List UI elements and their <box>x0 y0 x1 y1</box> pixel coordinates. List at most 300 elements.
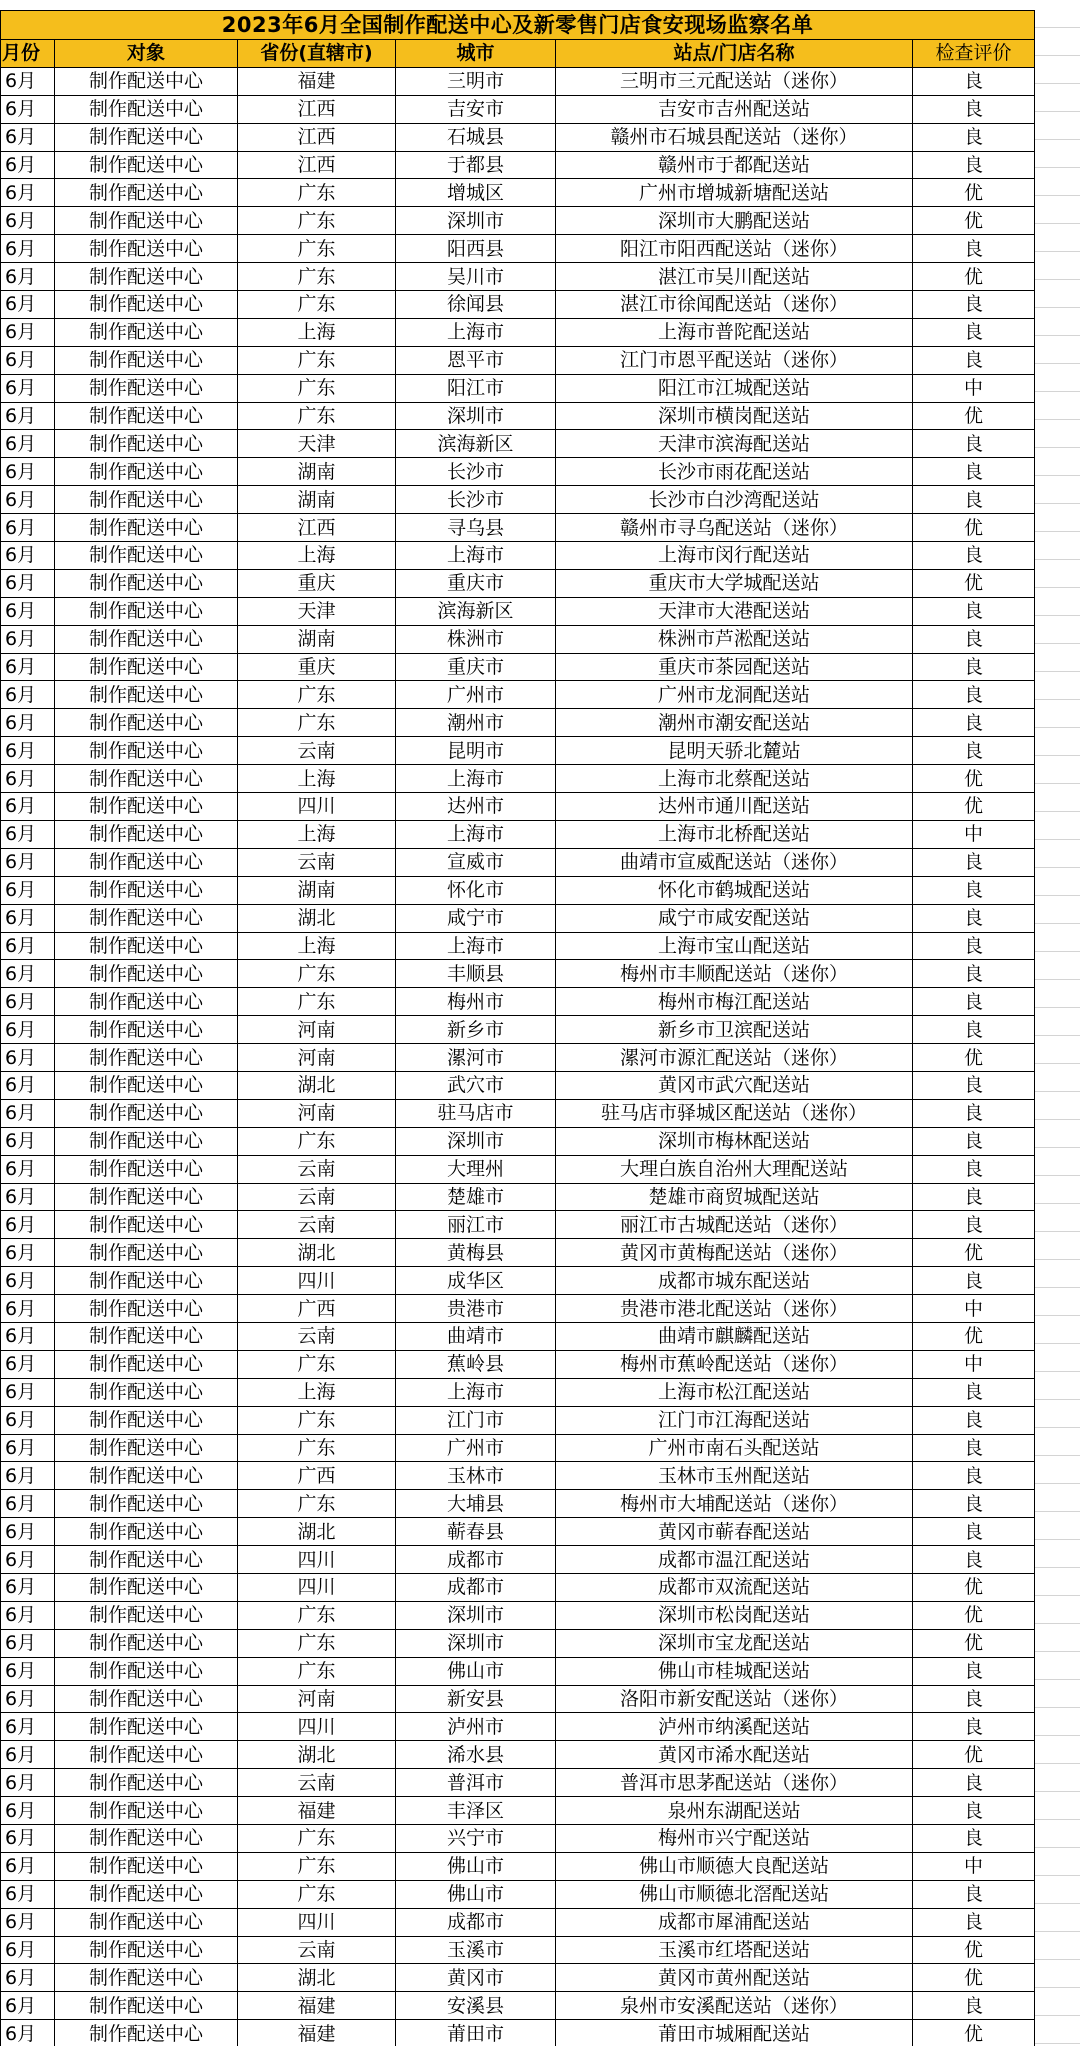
cell-province[interactable]: 上海 <box>238 318 396 346</box>
cell-rating[interactable]: 良 <box>913 1880 1035 1908</box>
cell-target[interactable]: 制作配送中心 <box>55 1713 238 1741</box>
cell-site[interactable]: 三明市三元配送站（迷你） <box>556 67 913 95</box>
cell-site[interactable]: 佛山市顺德北滘配送站 <box>556 1880 913 1908</box>
cell-target[interactable]: 制作配送中心 <box>55 430 238 458</box>
cell-province[interactable]: 福建 <box>238 1992 396 2020</box>
header-province[interactable]: 省份(直辖市) <box>238 40 396 68</box>
cell-province[interactable]: 广西 <box>238 1295 396 1323</box>
cell-rating[interactable]: 中 <box>913 1295 1035 1323</box>
cell-rating[interactable]: 良 <box>913 486 1035 514</box>
cell-province[interactable]: 广东 <box>238 1601 396 1629</box>
cell-city[interactable]: 蕉岭县 <box>396 1350 556 1378</box>
cell-rating[interactable]: 中 <box>913 374 1035 402</box>
cell-month[interactable]: 6月 <box>1 458 55 486</box>
cell-month[interactable]: 6月 <box>1 1295 55 1323</box>
cell-month[interactable]: 6月 <box>1 1518 55 1546</box>
cell-month[interactable]: 6月 <box>1 1908 55 1936</box>
cell-site[interactable]: 漯河市源汇配送站（迷你） <box>556 1044 913 1072</box>
cell-city[interactable]: 成都市 <box>396 1573 556 1601</box>
cell-site[interactable]: 深圳市横岗配送站 <box>556 402 913 430</box>
cell-month[interactable]: 6月 <box>1 1127 55 1155</box>
cell-month[interactable]: 6月 <box>1 1964 55 1992</box>
cell-month[interactable]: 6月 <box>1 1992 55 2020</box>
cell-province[interactable]: 广东 <box>238 1657 396 1685</box>
cell-site[interactable]: 黄冈市黄州配送站 <box>556 1964 913 1992</box>
cell-target[interactable]: 制作配送中心 <box>55 514 238 542</box>
cell-site[interactable]: 长沙市雨花配送站 <box>556 458 913 486</box>
cell-month[interactable]: 6月 <box>1 514 55 542</box>
cell-city[interactable]: 石城县 <box>396 123 556 151</box>
cell-rating[interactable]: 良 <box>913 1127 1035 1155</box>
cell-rating[interactable]: 良 <box>913 709 1035 737</box>
cell-target[interactable]: 制作配送中心 <box>55 374 238 402</box>
cell-city[interactable]: 潮州市 <box>396 709 556 737</box>
header-city[interactable]: 城市 <box>396 40 556 68</box>
cell-site[interactable]: 驻马店市驿城区配送站（迷你） <box>556 1099 913 1127</box>
cell-rating[interactable]: 良 <box>913 1071 1035 1099</box>
cell-city[interactable]: 浠水县 <box>396 1741 556 1769</box>
cell-rating[interactable]: 良 <box>913 1406 1035 1434</box>
cell-city[interactable]: 成都市 <box>396 1546 556 1574</box>
cell-site[interactable]: 赣州市石城县配送站（迷你） <box>556 123 913 151</box>
cell-month[interactable]: 6月 <box>1 681 55 709</box>
cell-rating[interactable]: 优 <box>913 1741 1035 1769</box>
cell-province[interactable]: 四川 <box>238 793 396 821</box>
cell-month[interactable]: 6月 <box>1 765 55 793</box>
cell-site[interactable]: 长沙市白沙湾配送站 <box>556 486 913 514</box>
cell-province[interactable]: 广东 <box>238 1490 396 1518</box>
cell-target[interactable]: 制作配送中心 <box>55 179 238 207</box>
cell-city[interactable]: 大理州 <box>396 1155 556 1183</box>
cell-city[interactable]: 徐闻县 <box>396 291 556 319</box>
cell-city[interactable]: 上海市 <box>396 820 556 848</box>
cell-city[interactable]: 安溪县 <box>396 1992 556 2020</box>
cell-rating[interactable]: 优 <box>913 569 1035 597</box>
cell-target[interactable]: 制作配送中心 <box>55 318 238 346</box>
cell-month[interactable]: 6月 <box>1 820 55 848</box>
cell-rating[interactable]: 良 <box>913 123 1035 151</box>
cell-province[interactable]: 河南 <box>238 1044 396 1072</box>
cell-site[interactable]: 成都市城东配送站 <box>556 1267 913 1295</box>
cell-month[interactable]: 6月 <box>1 1713 55 1741</box>
cell-target[interactable]: 制作配送中心 <box>55 709 238 737</box>
cell-month[interactable]: 6月 <box>1 207 55 235</box>
cell-site[interactable]: 梅州市梅江配送站 <box>556 988 913 1016</box>
cell-target[interactable]: 制作配送中心 <box>55 1964 238 1992</box>
cell-target[interactable]: 制作配送中心 <box>55 1629 238 1657</box>
cell-site[interactable]: 上海市普陀配送站 <box>556 318 913 346</box>
cell-site[interactable]: 重庆市茶园配送站 <box>556 653 913 681</box>
cell-month[interactable]: 6月 <box>1 263 55 291</box>
cell-target[interactable]: 制作配送中心 <box>55 681 238 709</box>
cell-province[interactable]: 广东 <box>238 1127 396 1155</box>
cell-province[interactable]: 云南 <box>238 1155 396 1183</box>
cell-month[interactable]: 6月 <box>1 625 55 653</box>
cell-site[interactable]: 新乡市卫滨配送站 <box>556 1016 913 1044</box>
cell-rating[interactable]: 良 <box>913 542 1035 570</box>
cell-target[interactable]: 制作配送中心 <box>55 1071 238 1099</box>
cell-site[interactable]: 黄冈市武穴配送站 <box>556 1071 913 1099</box>
header-target[interactable]: 对象 <box>55 40 238 68</box>
cell-site[interactable]: 黄冈市黄梅配送站（迷你） <box>556 1239 913 1267</box>
cell-month[interactable]: 6月 <box>1 793 55 821</box>
cell-target[interactable]: 制作配送中心 <box>55 1462 238 1490</box>
cell-month[interactable]: 6月 <box>1 123 55 151</box>
cell-province[interactable]: 云南 <box>238 1936 396 1964</box>
cell-month[interactable]: 6月 <box>1 1936 55 1964</box>
cell-site[interactable]: 玉溪市红塔配送站 <box>556 1936 913 1964</box>
cell-city[interactable]: 寻乌县 <box>396 514 556 542</box>
cell-rating[interactable]: 良 <box>913 1713 1035 1741</box>
cell-province[interactable]: 江西 <box>238 95 396 123</box>
cell-rating[interactable]: 良 <box>913 1099 1035 1127</box>
cell-city[interactable]: 上海市 <box>396 932 556 960</box>
cell-month[interactable]: 6月 <box>1 1016 55 1044</box>
cell-city[interactable]: 昆明市 <box>396 737 556 765</box>
cell-city[interactable]: 黄梅县 <box>396 1239 556 1267</box>
cell-province[interactable]: 湖北 <box>238 1964 396 1992</box>
cell-target[interactable]: 制作配送中心 <box>55 207 238 235</box>
cell-province[interactable]: 天津 <box>238 430 396 458</box>
cell-city[interactable]: 大埔县 <box>396 1490 556 1518</box>
cell-month[interactable]: 6月 <box>1 2020 55 2046</box>
cell-month[interactable]: 6月 <box>1 1657 55 1685</box>
cell-site[interactable]: 株洲市芦淞配送站 <box>556 625 913 653</box>
cell-province[interactable]: 广东 <box>238 1629 396 1657</box>
cell-province[interactable]: 广东 <box>238 235 396 263</box>
cell-site[interactable]: 莆田市城厢配送站 <box>556 2020 913 2046</box>
cell-month[interactable]: 6月 <box>1 988 55 1016</box>
cell-province[interactable]: 重庆 <box>238 653 396 681</box>
cell-site[interactable]: 上海市北蔡配送站 <box>556 765 913 793</box>
cell-target[interactable]: 制作配送中心 <box>55 1546 238 1574</box>
cell-target[interactable]: 制作配送中心 <box>55 1852 238 1880</box>
cell-rating[interactable]: 良 <box>913 1490 1035 1518</box>
cell-month[interactable]: 6月 <box>1 1071 55 1099</box>
header-site[interactable]: 站点/门店名称 <box>556 40 913 68</box>
cell-target[interactable]: 制作配送中心 <box>55 458 238 486</box>
cell-province[interactable]: 江西 <box>238 514 396 542</box>
cell-city[interactable]: 上海市 <box>396 1378 556 1406</box>
cell-site[interactable]: 阳江市江城配送站 <box>556 374 913 402</box>
cell-target[interactable]: 制作配送中心 <box>55 1685 238 1713</box>
cell-rating[interactable]: 良 <box>913 67 1035 95</box>
cell-province[interactable]: 广东 <box>238 402 396 430</box>
cell-target[interactable]: 制作配送中心 <box>55 1211 238 1239</box>
cell-province[interactable]: 广东 <box>238 374 396 402</box>
cell-rating[interactable]: 良 <box>913 1016 1035 1044</box>
cell-month[interactable]: 6月 <box>1 486 55 514</box>
cell-target[interactable]: 制作配送中心 <box>55 486 238 514</box>
cell-month[interactable]: 6月 <box>1 67 55 95</box>
cell-target[interactable]: 制作配送中心 <box>55 904 238 932</box>
cell-province[interactable]: 四川 <box>238 1267 396 1295</box>
cell-rating[interactable]: 良 <box>913 597 1035 625</box>
cell-rating[interactable]: 良 <box>913 346 1035 374</box>
cell-city[interactable]: 深圳市 <box>396 1601 556 1629</box>
cell-rating[interactable]: 良 <box>913 1155 1035 1183</box>
cell-province[interactable]: 福建 <box>238 2020 396 2046</box>
cell-target[interactable]: 制作配送中心 <box>55 1016 238 1044</box>
cell-province[interactable]: 云南 <box>238 1183 396 1211</box>
cell-site[interactable]: 梅州市丰顺配送站（迷你） <box>556 960 913 988</box>
cell-city[interactable]: 玉溪市 <box>396 1936 556 1964</box>
cell-site[interactable]: 泉州市安溪配送站（迷你） <box>556 1992 913 2020</box>
cell-rating[interactable]: 中 <box>913 820 1035 848</box>
cell-target[interactable]: 制作配送中心 <box>55 793 238 821</box>
cell-province[interactable]: 江西 <box>238 151 396 179</box>
cell-target[interactable]: 制作配送中心 <box>55 1657 238 1685</box>
cell-target[interactable]: 制作配送中心 <box>55 1295 238 1323</box>
cell-rating[interactable]: 良 <box>913 430 1035 458</box>
cell-province[interactable]: 上海 <box>238 820 396 848</box>
cell-province[interactable]: 上海 <box>238 542 396 570</box>
cell-city[interactable]: 恩平市 <box>396 346 556 374</box>
cell-city[interactable]: 武穴市 <box>396 1071 556 1099</box>
cell-city[interactable]: 新乡市 <box>396 1016 556 1044</box>
cell-city[interactable]: 佛山市 <box>396 1657 556 1685</box>
cell-target[interactable]: 制作配送中心 <box>55 1908 238 1936</box>
cell-rating[interactable]: 良 <box>913 1378 1035 1406</box>
cell-province[interactable]: 上海 <box>238 765 396 793</box>
cell-rating[interactable]: 优 <box>913 1964 1035 1992</box>
cell-province[interactable]: 福建 <box>238 1797 396 1825</box>
cell-site[interactable]: 湛江市徐闻配送站（迷你） <box>556 291 913 319</box>
cell-city[interactable]: 楚雄市 <box>396 1183 556 1211</box>
cell-site[interactable]: 广州市龙洞配送站 <box>556 681 913 709</box>
cell-month[interactable]: 6月 <box>1 374 55 402</box>
cell-rating[interactable]: 良 <box>913 625 1035 653</box>
cell-month[interactable]: 6月 <box>1 1462 55 1490</box>
cell-province[interactable]: 广东 <box>238 263 396 291</box>
cell-month[interactable]: 6月 <box>1 291 55 319</box>
cell-target[interactable]: 制作配送中心 <box>55 1825 238 1853</box>
cell-rating[interactable]: 良 <box>913 1546 1035 1574</box>
cell-month[interactable]: 6月 <box>1 1769 55 1797</box>
cell-rating[interactable]: 良 <box>913 653 1035 681</box>
cell-province[interactable]: 广东 <box>238 291 396 319</box>
cell-site[interactable]: 上海市松江配送站 <box>556 1378 913 1406</box>
cell-rating[interactable]: 良 <box>913 904 1035 932</box>
cell-target[interactable]: 制作配送中心 <box>55 765 238 793</box>
cell-city[interactable]: 株洲市 <box>396 625 556 653</box>
cell-city[interactable]: 吴川市 <box>396 263 556 291</box>
cell-city[interactable]: 广州市 <box>396 1434 556 1462</box>
cell-province[interactable]: 云南 <box>238 1769 396 1797</box>
cell-month[interactable]: 6月 <box>1 1322 55 1350</box>
cell-target[interactable]: 制作配送中心 <box>55 848 238 876</box>
cell-city[interactable]: 达州市 <box>396 793 556 821</box>
cell-city[interactable]: 新安县 <box>396 1685 556 1713</box>
cell-province[interactable]: 广东 <box>238 1406 396 1434</box>
cell-rating[interactable]: 中 <box>913 1852 1035 1880</box>
header-rating[interactable]: 检查评价 <box>913 40 1035 68</box>
cell-month[interactable]: 6月 <box>1 709 55 737</box>
cell-city[interactable]: 深圳市 <box>396 1629 556 1657</box>
cell-site[interactable]: 丽江市古城配送站（迷你） <box>556 1211 913 1239</box>
cell-site[interactable]: 深圳市松岗配送站 <box>556 1601 913 1629</box>
cell-city[interactable]: 黄冈市 <box>396 1964 556 1992</box>
cell-province[interactable]: 湖南 <box>238 876 396 904</box>
cell-rating[interactable]: 良 <box>913 848 1035 876</box>
cell-rating[interactable]: 良 <box>913 1211 1035 1239</box>
cell-rating[interactable]: 优 <box>913 263 1035 291</box>
cell-province[interactable]: 云南 <box>238 1322 396 1350</box>
cell-month[interactable]: 6月 <box>1 1267 55 1295</box>
cell-site[interactable]: 泉州东湖配送站 <box>556 1797 913 1825</box>
cell-city[interactable]: 普洱市 <box>396 1769 556 1797</box>
cell-rating[interactable]: 良 <box>913 1657 1035 1685</box>
cell-target[interactable]: 制作配送中心 <box>55 2020 238 2046</box>
cell-target[interactable]: 制作配送中心 <box>55 1267 238 1295</box>
cell-city[interactable]: 咸宁市 <box>396 904 556 932</box>
cell-target[interactable]: 制作配送中心 <box>55 1573 238 1601</box>
cell-rating[interactable]: 良 <box>913 1518 1035 1546</box>
cell-city[interactable]: 蕲春县 <box>396 1518 556 1546</box>
cell-rating[interactable]: 良 <box>913 1462 1035 1490</box>
cell-site[interactable]: 成都市犀浦配送站 <box>556 1908 913 1936</box>
cell-month[interactable]: 6月 <box>1 960 55 988</box>
cell-site[interactable]: 天津市大港配送站 <box>556 597 913 625</box>
cell-target[interactable]: 制作配送中心 <box>55 960 238 988</box>
cell-province[interactable]: 河南 <box>238 1685 396 1713</box>
cell-city[interactable]: 驻马店市 <box>396 1099 556 1127</box>
cell-city[interactable]: 滨海新区 <box>396 430 556 458</box>
cell-rating[interactable]: 优 <box>913 1322 1035 1350</box>
cell-city[interactable]: 深圳市 <box>396 1127 556 1155</box>
cell-target[interactable]: 制作配送中心 <box>55 1601 238 1629</box>
cell-target[interactable]: 制作配送中心 <box>55 820 238 848</box>
cell-rating[interactable]: 良 <box>913 235 1035 263</box>
cell-province[interactable]: 广东 <box>238 346 396 374</box>
cell-city[interactable]: 泸州市 <box>396 1713 556 1741</box>
cell-site[interactable]: 吉安市吉州配送站 <box>556 95 913 123</box>
cell-site[interactable]: 达州市通川配送站 <box>556 793 913 821</box>
cell-target[interactable]: 制作配送中心 <box>55 1127 238 1155</box>
cell-site[interactable]: 赣州市于都配送站 <box>556 151 913 179</box>
cell-province[interactable]: 湖北 <box>238 904 396 932</box>
cell-month[interactable]: 6月 <box>1 1797 55 1825</box>
cell-site[interactable]: 广州市增城新塘配送站 <box>556 179 913 207</box>
cell-province[interactable]: 四川 <box>238 1713 396 1741</box>
cell-site[interactable]: 楚雄市商贸城配送站 <box>556 1183 913 1211</box>
cell-site[interactable]: 曲靖市麒麟配送站 <box>556 1322 913 1350</box>
cell-city[interactable]: 佛山市 <box>396 1880 556 1908</box>
cell-rating[interactable]: 良 <box>913 1908 1035 1936</box>
cell-province[interactable]: 湖北 <box>238 1239 396 1267</box>
cell-province[interactable]: 广东 <box>238 1434 396 1462</box>
cell-city[interactable]: 阳江市 <box>396 374 556 402</box>
cell-province[interactable]: 广东 <box>238 960 396 988</box>
cell-city[interactable]: 成都市 <box>396 1908 556 1936</box>
cell-province[interactable]: 广东 <box>238 681 396 709</box>
cell-province[interactable]: 四川 <box>238 1573 396 1601</box>
cell-city[interactable]: 深圳市 <box>396 402 556 430</box>
cell-province[interactable]: 湖北 <box>238 1741 396 1769</box>
cell-city[interactable]: 增城区 <box>396 179 556 207</box>
cell-city[interactable]: 怀化市 <box>396 876 556 904</box>
cell-city[interactable]: 玉林市 <box>396 1462 556 1490</box>
cell-site[interactable]: 梅州市大埔配送站（迷你） <box>556 1490 913 1518</box>
cell-rating[interactable]: 良 <box>913 876 1035 904</box>
cell-month[interactable]: 6月 <box>1 1601 55 1629</box>
cell-rating[interactable]: 良 <box>913 1183 1035 1211</box>
cell-city[interactable]: 梅州市 <box>396 988 556 1016</box>
cell-target[interactable]: 制作配送中心 <box>55 1239 238 1267</box>
cell-rating[interactable]: 良 <box>913 1769 1035 1797</box>
cell-month[interactable]: 6月 <box>1 597 55 625</box>
cell-month[interactable]: 6月 <box>1 848 55 876</box>
cell-site[interactable]: 咸宁市咸安配送站 <box>556 904 913 932</box>
cell-city[interactable]: 漯河市 <box>396 1044 556 1072</box>
cell-rating[interactable]: 良 <box>913 681 1035 709</box>
cell-target[interactable]: 制作配送中心 <box>55 1769 238 1797</box>
cell-rating[interactable]: 良 <box>913 932 1035 960</box>
cell-province[interactable]: 广东 <box>238 1350 396 1378</box>
cell-province[interactable]: 四川 <box>238 1546 396 1574</box>
cell-site[interactable]: 佛山市桂城配送站 <box>556 1657 913 1685</box>
cell-city[interactable]: 丽江市 <box>396 1211 556 1239</box>
cell-site[interactable]: 怀化市鹤城配送站 <box>556 876 913 904</box>
cell-month[interactable]: 6月 <box>1 1685 55 1713</box>
cell-city[interactable]: 上海市 <box>396 542 556 570</box>
cell-month[interactable]: 6月 <box>1 1434 55 1462</box>
cell-rating[interactable]: 中 <box>913 1350 1035 1378</box>
cell-rating[interactable]: 良 <box>913 458 1035 486</box>
cell-target[interactable]: 制作配送中心 <box>55 1936 238 1964</box>
cell-province[interactable]: 江西 <box>238 123 396 151</box>
cell-month[interactable]: 6月 <box>1 932 55 960</box>
cell-site[interactable]: 普洱市思茅配送站（迷你） <box>556 1769 913 1797</box>
cell-city[interactable]: 莆田市 <box>396 2020 556 2046</box>
cell-month[interactable]: 6月 <box>1 1573 55 1601</box>
cell-target[interactable]: 制作配送中心 <box>55 1183 238 1211</box>
cell-site[interactable]: 深圳市大鹏配送站 <box>556 207 913 235</box>
cell-rating[interactable]: 良 <box>913 1434 1035 1462</box>
cell-city[interactable]: 宣威市 <box>396 848 556 876</box>
cell-site[interactable]: 洛阳市新安配送站（迷你） <box>556 1685 913 1713</box>
cell-province[interactable]: 上海 <box>238 1378 396 1406</box>
cell-target[interactable]: 制作配送中心 <box>55 932 238 960</box>
cell-city[interactable]: 贵港市 <box>396 1295 556 1323</box>
cell-city[interactable]: 江门市 <box>396 1406 556 1434</box>
cell-site[interactable]: 天津市滨海配送站 <box>556 430 913 458</box>
cell-city[interactable]: 兴宁市 <box>396 1825 556 1853</box>
cell-rating[interactable]: 良 <box>913 988 1035 1016</box>
cell-site[interactable]: 上海市闵行配送站 <box>556 542 913 570</box>
cell-site[interactable]: 曲靖市宣威配送站（迷你） <box>556 848 913 876</box>
cell-city[interactable]: 重庆市 <box>396 653 556 681</box>
cell-site[interactable]: 玉林市玉州配送站 <box>556 1462 913 1490</box>
cell-province[interactable]: 广东 <box>238 1825 396 1853</box>
cell-site[interactable]: 梅州市蕉岭配送站（迷你） <box>556 1350 913 1378</box>
cell-site[interactable]: 上海市宝山配送站 <box>556 932 913 960</box>
cell-target[interactable]: 制作配送中心 <box>55 876 238 904</box>
cell-month[interactable]: 6月 <box>1 904 55 932</box>
cell-city[interactable]: 丰顺县 <box>396 960 556 988</box>
cell-rating[interactable]: 优 <box>913 765 1035 793</box>
cell-target[interactable]: 制作配送中心 <box>55 737 238 765</box>
cell-target[interactable]: 制作配送中心 <box>55 1518 238 1546</box>
cell-city[interactable]: 佛山市 <box>396 1852 556 1880</box>
cell-rating[interactable]: 良 <box>913 151 1035 179</box>
cell-province[interactable]: 湖南 <box>238 625 396 653</box>
cell-rating[interactable]: 良 <box>913 1267 1035 1295</box>
cell-month[interactable]: 6月 <box>1 569 55 597</box>
cell-site[interactable]: 昆明天骄北麓站 <box>556 737 913 765</box>
cell-month[interactable]: 6月 <box>1 1880 55 1908</box>
cell-target[interactable]: 制作配送中心 <box>55 291 238 319</box>
